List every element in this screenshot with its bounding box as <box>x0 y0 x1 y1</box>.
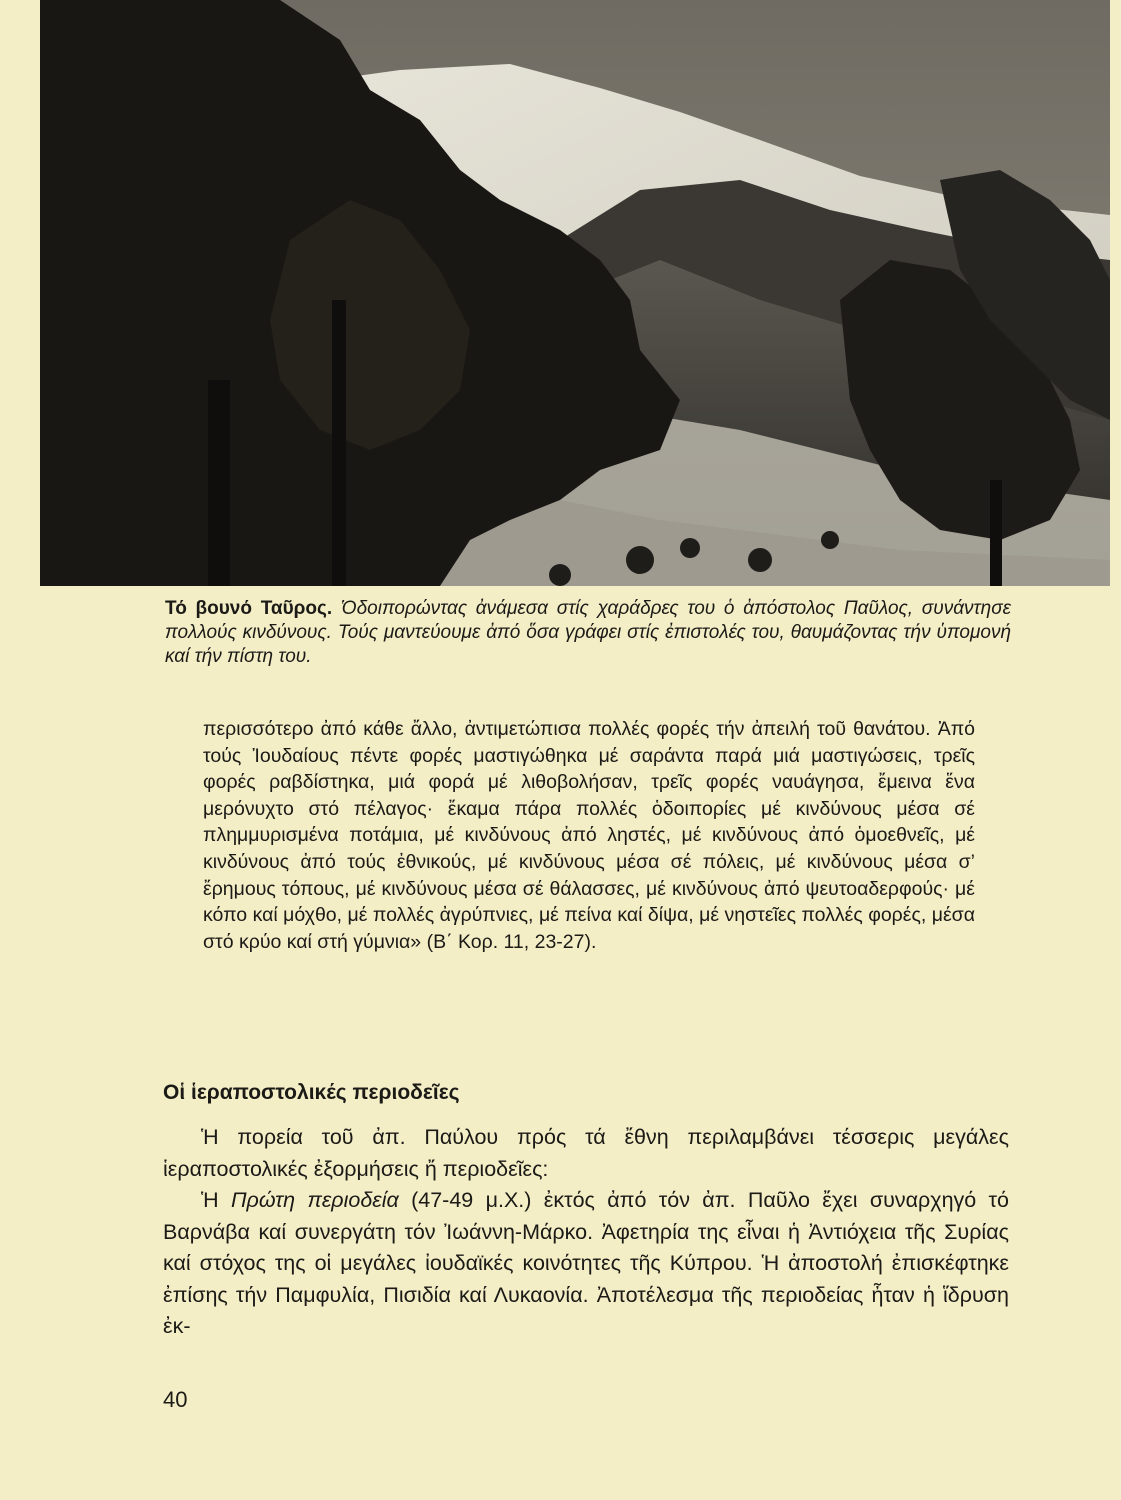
caption-title: Τό βουνό Ταῦρος. <box>165 598 333 619</box>
page-number: 40 <box>163 1387 188 1412</box>
paragraph-journeys-intro: Ἡ πορεία τοῦ ἀπ. Παύλου πρός τά ἔθνη περιλαμβάνει τέσσερις μεγάλες ἱεραποστολικές ἐξορμήσεις ἤ περιοδεῖες: <box>163 1125 1009 1181</box>
epistle-quote: περισσότερο ἀπό κάθε ἄλλο, ἀντιμετώπισα πολλές φορές τήν ἀπειλή τοῦ θανάτου. Ἀπό τούς Ἰουδαίους πέντε φορές μαστιγώθηκα μέ σαράντα παρά μιά μαστιγώσεις, τρεῖς φορές ραβδίστηκα, μιά φορά μέ λιθοβολήσαν, τρεῖς φορές ναυάγησα, ἔμεινα ἕνα μερόνυχτο στό πέλαγος· ἔκαμα πάρα πολλές ὁδοιπορίες μέ κινδύνους μέσα σέ πλημμυρισμένα ποτάμια, μέ κινδύνους ἀπό ληστές, μέ κινδύνους ἀπό ὁμοεθνεῖς, μέ κινδύνους ἀπό τούς ἐθνικούς, μέ κινδύνους μέσα σέ πόλεις, μέ κινδύνους μέσα σ’ ἔρημους τόπους, μέ κινδύνους μέσα σέ θάλασσες, μέ κινδύνους ἀπό ψευτοαδερφούς· μέ κόπο καί μόχθο, μέ πολλές ἀγρύπνιες, μέ πείνα καί δίψα, μέ νηστεῖες πολλές φορές, μέσα στό κρύο καί στή γύμνια» (Β΄ Κορ. 11, 23-27). <box>203 718 975 953</box>
paragraph-prefix: Ἡ <box>201 1188 231 1212</box>
paragraph-rest: (47-49 μ.Χ.) ἐκτός ἀπό τόν ἀπ. Παῦλο ἔχει συναρχηγό τό Βαρνάβα καί συνεργάτη τόν Ἰωάννη-Μάρκο. Ἀφετηρία της εἶναι ἡ Ἀντιόχεια τῆς Συρίας καί στόχος της οἱ μεγάλες ἰουδαϊκές κοινότητες τῆς Κύπρου. Ἡ ἀποστολή ἐπισκέφτηκε ἐπίσης τήν Παμφυλία, Πισιδία καί Λυκαονία. Ἀποτέλεσμα τῆς περιοδείας ἦταν ἡ ἵδρυση ἐκ- <box>163 1188 1010 1338</box>
taurus-mountain-illustration <box>40 0 1110 586</box>
section-heading: Οἱ ἱεραποστολικές περιοδεῖες <box>163 1081 460 1104</box>
mountain-photo <box>40 0 1110 586</box>
body-text <box>163 1122 1009 1343</box>
first-journey-term: Πρώτη περιοδεία <box>230 1188 399 1212</box>
caption-text: Ὁδοιπορώντας ἀνάμεσα στίς χαράδρες του ὁ ἀπόστολος Παῦλος, συνάντησε πολλούς κινδύνους. Τούς μαντεύουμε ἀπό ὅσα γράφει στίς ἐπιστολές του, θαυμάζοντας τήν ὑπομονή καί τήν πίστη του. <box>165 598 1011 667</box>
paragraph-first-journey <box>163 1185 1009 1343</box>
photo-caption <box>165 597 1011 669</box>
